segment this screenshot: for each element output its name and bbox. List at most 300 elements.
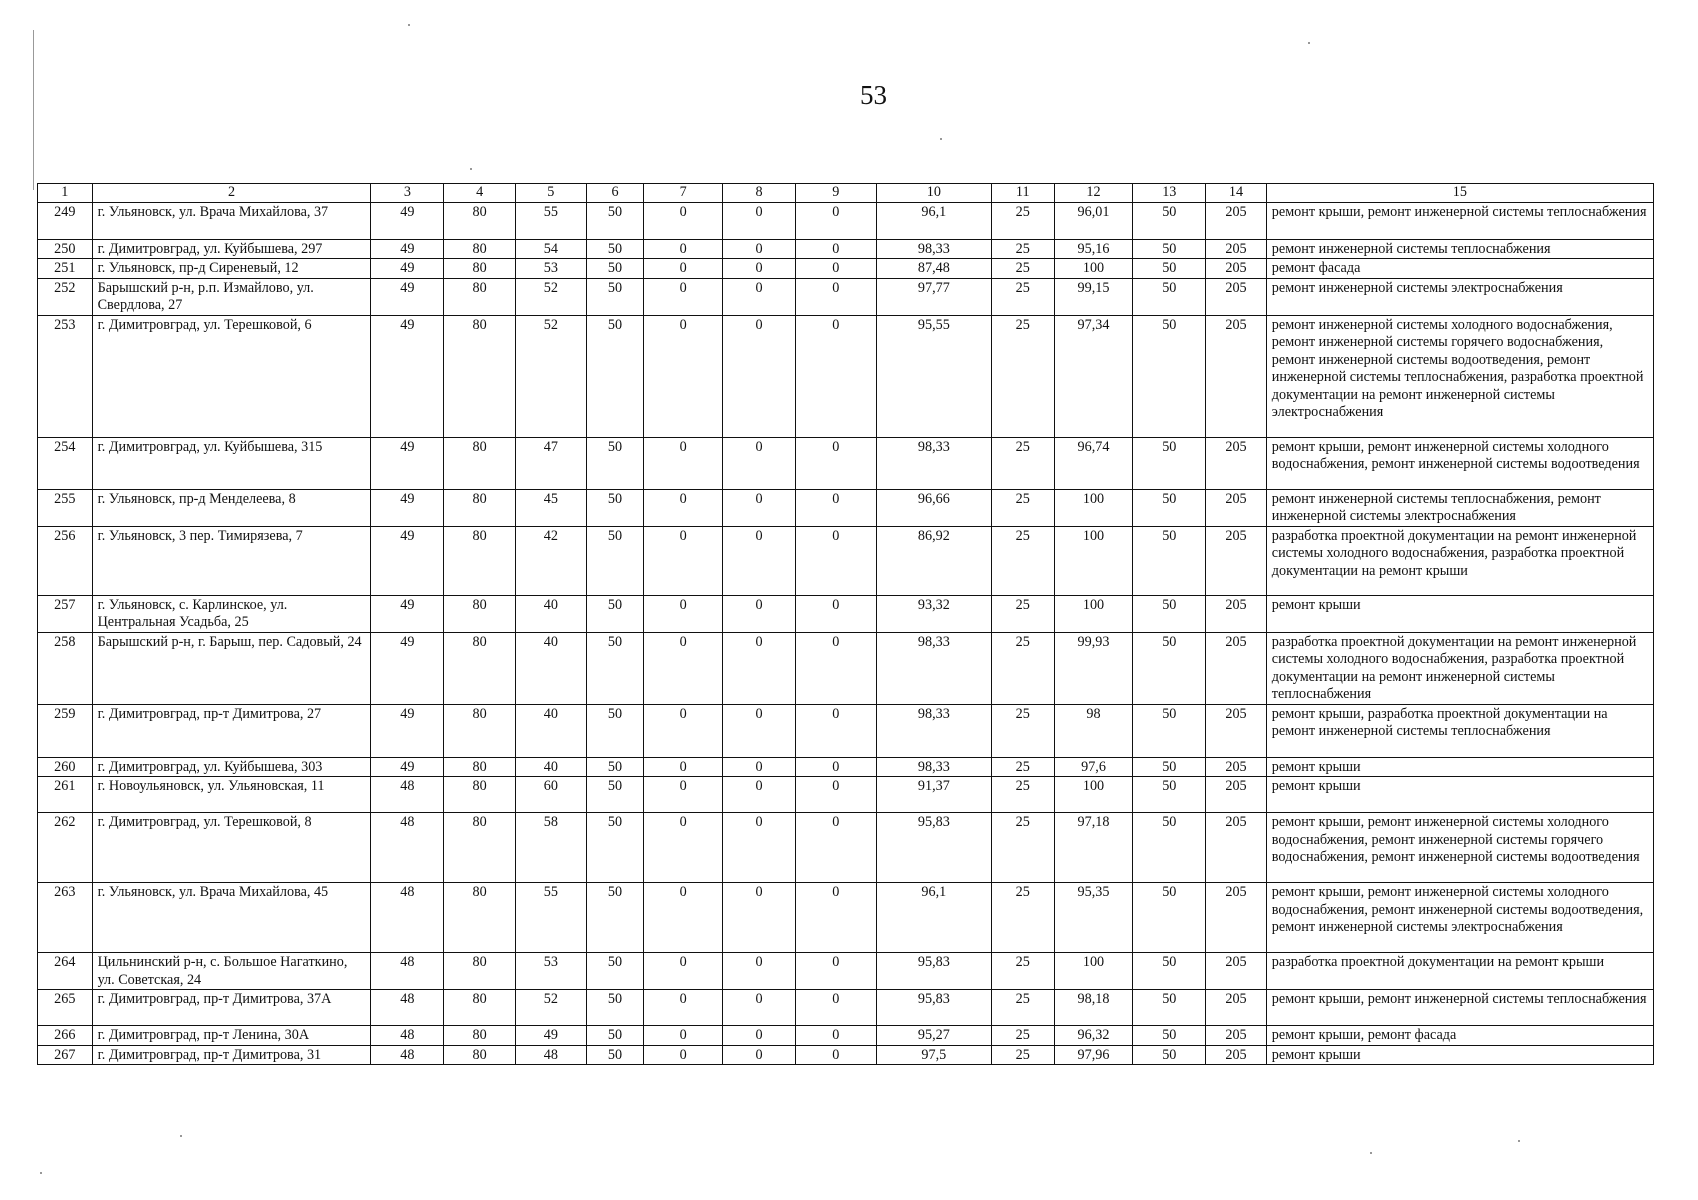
address: г. Ульяновск, с. Карлинское, ул. Центральная Усадьба, 25 [92,595,371,632]
value-col-9: 0 [795,883,876,953]
address: Барышский р-н, р.п. Измайлово, ул. Свердлова, 27 [92,278,371,315]
table-row [38,704,1654,757]
address: г. Димитровград, ул. Куйбышева, 303 [92,757,371,777]
value-col-14: 205 [1206,239,1267,259]
value-col-11: 25 [991,437,1054,489]
value-col-5: 47 [515,437,586,489]
value-col-9: 0 [795,813,876,883]
value-col-7: 0 [644,777,723,813]
column-header: 9 [795,184,876,203]
value-col-4: 80 [444,526,516,595]
scan-speck [180,1135,182,1137]
value-col-4: 80 [444,278,516,315]
scan-speck [1518,1140,1520,1142]
value-col-12: 96,32 [1054,1026,1133,1046]
value-col-13: 50 [1133,278,1206,315]
work-types: ремонт инженерной системы теплоснабжения, ремонт инженерной системы электроснабжения [1266,489,1653,526]
column-header: 11 [991,184,1054,203]
value-col-14: 205 [1206,953,1267,990]
value-col-5: 52 [515,315,586,437]
value-col-6: 50 [586,883,644,953]
value-col-9: 0 [795,990,876,1026]
row-number: 264 [38,953,93,990]
table-row [38,526,1654,595]
value-col-6: 50 [586,813,644,883]
value-col-14: 205 [1206,1026,1267,1046]
value-col-14: 205 [1206,315,1267,437]
row-number: 256 [38,526,93,595]
work-types: ремонт крыши [1266,1045,1653,1065]
value-col-10: 97,77 [876,278,991,315]
work-types: ремонт инженерной системы теплоснабжения [1266,239,1653,259]
work-types: ремонт крыши, ремонт инженерной системы холодного водоснабжения, ремонт инженерной системы горячего водоснабжения, ремонт инженерной системы водоотведения [1266,813,1653,883]
work-types: ремонт крыши [1266,595,1653,632]
table-row [38,1045,1654,1065]
value-col-13: 50 [1133,990,1206,1026]
value-col-7: 0 [644,1045,723,1065]
value-col-4: 80 [444,595,516,632]
column-header: 15 [1266,184,1653,203]
value-col-11: 25 [991,704,1054,757]
value-col-8: 0 [723,315,796,437]
value-col-12: 100 [1054,526,1133,595]
value-col-10: 98,33 [876,239,991,259]
value-col-8: 0 [723,813,796,883]
value-col-12: 95,16 [1054,239,1133,259]
column-header: 5 [515,184,586,203]
address: Цильнинский р-н, с. Большое Нагаткино, ул. Советская, 24 [92,953,371,990]
value-col-10: 98,33 [876,704,991,757]
column-header: 10 [876,184,991,203]
value-col-14: 205 [1206,259,1267,279]
value-col-7: 0 [644,489,723,526]
value-col-5: 55 [515,202,586,239]
value-col-12: 97,6 [1054,757,1133,777]
work-types: ремонт крыши [1266,777,1653,813]
value-col-3: 48 [371,883,444,953]
value-col-11: 25 [991,526,1054,595]
table-row [38,239,1654,259]
value-col-6: 50 [586,1045,644,1065]
value-col-7: 0 [644,278,723,315]
value-col-3: 48 [371,1026,444,1046]
work-types: ремонт крыши, ремонт инженерной системы теплоснабжения [1266,202,1653,239]
value-col-12: 100 [1054,489,1133,526]
value-col-10: 91,37 [876,777,991,813]
work-types: ремонт крыши, разработка проектной документации на ремонт инженерной системы теплоснабжения [1266,704,1653,757]
column-header: 13 [1133,184,1206,203]
value-col-3: 48 [371,777,444,813]
value-col-8: 0 [723,526,796,595]
value-col-9: 0 [795,595,876,632]
value-col-10: 93,32 [876,595,991,632]
value-col-9: 0 [795,278,876,315]
value-col-10: 98,33 [876,632,991,704]
value-col-5: 45 [515,489,586,526]
address: г. Ульяновск, пр-д Сиреневый, 12 [92,259,371,279]
value-col-11: 25 [991,489,1054,526]
column-header: 3 [371,184,444,203]
value-col-5: 54 [515,239,586,259]
value-col-4: 80 [444,1026,516,1046]
value-col-14: 205 [1206,990,1267,1026]
scan-speck [470,168,472,170]
value-col-11: 25 [991,1045,1054,1065]
value-col-9: 0 [795,239,876,259]
value-col-7: 0 [644,315,723,437]
value-col-13: 50 [1133,526,1206,595]
value-col-4: 80 [444,953,516,990]
value-col-13: 50 [1133,489,1206,526]
value-col-9: 0 [795,953,876,990]
column-header: 8 [723,184,796,203]
work-types: разработка проектной документации на ремонт инженерной системы холодного водоснабжения, разработка проектной документации на ремонт крыши [1266,526,1653,595]
row-number: 249 [38,202,93,239]
value-col-13: 50 [1133,757,1206,777]
value-col-8: 0 [723,704,796,757]
value-col-5: 40 [515,704,586,757]
row-number: 259 [38,704,93,757]
value-col-11: 25 [991,259,1054,279]
value-col-14: 205 [1206,632,1267,704]
value-col-11: 25 [991,595,1054,632]
value-col-13: 50 [1133,1045,1206,1065]
value-col-11: 25 [991,239,1054,259]
table-row [38,777,1654,813]
value-col-3: 49 [371,704,444,757]
value-col-7: 0 [644,953,723,990]
column-header: 7 [644,184,723,203]
value-col-6: 50 [586,777,644,813]
value-col-8: 0 [723,437,796,489]
value-col-14: 205 [1206,883,1267,953]
value-col-5: 60 [515,777,586,813]
value-col-7: 0 [644,1026,723,1046]
value-col-11: 25 [991,278,1054,315]
row-number: 261 [38,777,93,813]
table-row [38,632,1654,704]
row-number: 253 [38,315,93,437]
value-col-14: 205 [1206,777,1267,813]
repair-registry-table [37,183,1654,1065]
value-col-10: 96,66 [876,489,991,526]
table-row [38,757,1654,777]
value-col-3: 48 [371,953,444,990]
value-col-10: 86,92 [876,526,991,595]
value-col-12: 100 [1054,777,1133,813]
value-col-5: 40 [515,757,586,777]
address: г. Ульяновск, ул. Врача Михайлова, 37 [92,202,371,239]
value-col-3: 49 [371,595,444,632]
row-number: 258 [38,632,93,704]
work-types: разработка проектной документации на ремонт крыши [1266,953,1653,990]
value-col-4: 80 [444,239,516,259]
value-col-12: 99,93 [1054,632,1133,704]
value-col-8: 0 [723,953,796,990]
value-col-7: 0 [644,259,723,279]
column-header: 2 [92,184,371,203]
value-col-4: 80 [444,259,516,279]
value-col-6: 50 [586,278,644,315]
value-col-5: 53 [515,953,586,990]
value-col-3: 49 [371,632,444,704]
work-types: ремонт крыши [1266,757,1653,777]
table-row [38,813,1654,883]
value-col-8: 0 [723,1026,796,1046]
address: г. Новоульяновск, ул. Ульяновская, 11 [92,777,371,813]
value-col-13: 50 [1133,813,1206,883]
table-row [38,990,1654,1026]
value-col-12: 96,01 [1054,202,1133,239]
value-col-4: 80 [444,757,516,777]
value-col-9: 0 [795,526,876,595]
value-col-14: 205 [1206,757,1267,777]
value-col-5: 58 [515,813,586,883]
value-col-8: 0 [723,632,796,704]
table-row [38,259,1654,279]
column-number-row [38,184,1654,203]
value-col-14: 205 [1206,526,1267,595]
value-col-5: 48 [515,1045,586,1065]
value-col-7: 0 [644,757,723,777]
value-col-9: 0 [795,704,876,757]
value-col-6: 50 [586,202,644,239]
value-col-9: 0 [795,489,876,526]
row-number: 265 [38,990,93,1026]
value-col-10: 95,83 [876,953,991,990]
value-col-3: 49 [371,259,444,279]
value-col-10: 98,33 [876,437,991,489]
value-col-9: 0 [795,1026,876,1046]
value-col-10: 96,1 [876,202,991,239]
column-header: 4 [444,184,516,203]
value-col-9: 0 [795,315,876,437]
left-margin-line [33,30,34,190]
table-row [38,315,1654,437]
table-row [38,437,1654,489]
value-col-7: 0 [644,813,723,883]
value-col-8: 0 [723,278,796,315]
value-col-11: 25 [991,953,1054,990]
value-col-13: 50 [1133,239,1206,259]
value-col-11: 25 [991,202,1054,239]
table-row [38,883,1654,953]
value-col-11: 25 [991,990,1054,1026]
column-header: 1 [38,184,93,203]
value-col-4: 80 [444,813,516,883]
address: г. Ульяновск, пр-д Менделеева, 8 [92,489,371,526]
value-col-5: 52 [515,278,586,315]
address: г. Димитровград, ул. Терешковой, 8 [92,813,371,883]
table-row [38,489,1654,526]
value-col-4: 80 [444,437,516,489]
table-row [38,1026,1654,1046]
value-col-12: 97,96 [1054,1045,1133,1065]
value-col-5: 55 [515,883,586,953]
row-number: 260 [38,757,93,777]
value-col-8: 0 [723,1045,796,1065]
value-col-6: 50 [586,595,644,632]
value-col-10: 95,83 [876,813,991,883]
scan-speck [40,1172,42,1174]
work-types: разработка проектной документации на ремонт инженерной системы холодного водоснабжения, разработка проектной документации на ремонт инженерной системы теплоснабжения [1266,632,1653,704]
value-col-14: 205 [1206,595,1267,632]
value-col-4: 80 [444,489,516,526]
value-col-5: 42 [515,526,586,595]
value-col-12: 100 [1054,595,1133,632]
value-col-12: 97,18 [1054,813,1133,883]
value-col-6: 50 [586,259,644,279]
value-col-9: 0 [795,437,876,489]
work-types: ремонт крыши, ремонт инженерной системы холодного водоснабжения, ремонт инженерной системы водоотведения, ремонт инженерной системы электроснабжения [1266,883,1653,953]
column-header: 6 [586,184,644,203]
value-col-4: 80 [444,990,516,1026]
value-col-6: 50 [586,489,644,526]
value-col-9: 0 [795,259,876,279]
value-col-9: 0 [795,757,876,777]
value-col-14: 205 [1206,202,1267,239]
value-col-8: 0 [723,883,796,953]
value-col-10: 96,1 [876,883,991,953]
address: г. Ульяновск, 3 пер. Тимирязева, 7 [92,526,371,595]
value-col-6: 50 [586,1026,644,1046]
value-col-7: 0 [644,595,723,632]
value-col-10: 95,83 [876,990,991,1026]
value-col-10: 95,55 [876,315,991,437]
value-col-12: 100 [1054,953,1133,990]
value-col-14: 205 [1206,437,1267,489]
value-col-12: 99,15 [1054,278,1133,315]
value-col-3: 49 [371,489,444,526]
value-col-4: 80 [444,883,516,953]
value-col-4: 80 [444,202,516,239]
value-col-5: 40 [515,595,586,632]
value-col-14: 205 [1206,813,1267,883]
value-col-11: 25 [991,632,1054,704]
row-number: 255 [38,489,93,526]
row-number: 266 [38,1026,93,1046]
address: Барышский р-н, г. Барыш, пер. Садовый, 24 [92,632,371,704]
value-col-12: 96,74 [1054,437,1133,489]
value-col-7: 0 [644,202,723,239]
value-col-14: 205 [1206,704,1267,757]
value-col-3: 48 [371,990,444,1026]
row-number: 263 [38,883,93,953]
row-number: 257 [38,595,93,632]
value-col-10: 87,48 [876,259,991,279]
value-col-8: 0 [723,259,796,279]
value-col-9: 0 [795,202,876,239]
value-col-13: 50 [1133,953,1206,990]
value-col-6: 50 [586,953,644,990]
value-col-7: 0 [644,883,723,953]
value-col-4: 80 [444,632,516,704]
row-number: 262 [38,813,93,883]
value-col-7: 0 [644,990,723,1026]
row-number: 251 [38,259,93,279]
value-col-8: 0 [723,595,796,632]
scan-speck [408,24,410,26]
value-col-3: 49 [371,202,444,239]
value-col-3: 48 [371,1045,444,1065]
value-col-6: 50 [586,239,644,259]
value-col-8: 0 [723,757,796,777]
value-col-5: 40 [515,632,586,704]
value-col-7: 0 [644,239,723,259]
value-col-5: 52 [515,990,586,1026]
value-col-11: 25 [991,813,1054,883]
value-col-13: 50 [1133,632,1206,704]
value-col-12: 100 [1054,259,1133,279]
value-col-11: 25 [991,757,1054,777]
value-col-10: 95,27 [876,1026,991,1046]
value-col-5: 53 [515,259,586,279]
value-col-6: 50 [586,704,644,757]
scan-speck [940,138,942,140]
work-types: ремонт инженерной системы холодного водоснабжения, ремонт инженерной системы горячего водоснабжения, ремонт инженерной системы водоотведения, ремонт инженерной системы теплоснабжения, разработка проектной документации на ремонт инженерной системы электроснабжения [1266,315,1653,437]
value-col-8: 0 [723,202,796,239]
value-col-6: 50 [586,526,644,595]
value-col-4: 80 [444,704,516,757]
value-col-9: 0 [795,1045,876,1065]
value-col-5: 49 [515,1026,586,1046]
value-col-6: 50 [586,437,644,489]
column-header: 14 [1206,184,1267,203]
value-col-11: 25 [991,1026,1054,1046]
row-number: 267 [38,1045,93,1065]
scan-speck [1308,42,1310,44]
value-col-11: 25 [991,883,1054,953]
value-col-3: 49 [371,757,444,777]
value-col-4: 80 [444,1045,516,1065]
page-number: 53 [860,80,887,110]
value-col-3: 49 [371,239,444,259]
column-header: 12 [1054,184,1133,203]
value-col-3: 49 [371,526,444,595]
address: г. Димитровград, пр-т Ленина, 30А [92,1026,371,1046]
value-col-10: 98,33 [876,757,991,777]
value-col-3: 49 [371,437,444,489]
address: г. Димитровград, пр-т Димитрова, 37А [92,990,371,1026]
value-col-9: 0 [795,777,876,813]
table-row [38,202,1654,239]
value-col-14: 205 [1206,278,1267,315]
value-col-13: 50 [1133,315,1206,437]
value-col-7: 0 [644,526,723,595]
address: г. Димитровград, пр-т Димитрова, 31 [92,1045,371,1065]
value-col-9: 0 [795,632,876,704]
value-col-7: 0 [644,632,723,704]
work-types: ремонт фасада [1266,259,1653,279]
value-col-3: 49 [371,278,444,315]
address: г. Димитровград, пр-т Димитрова, 27 [92,704,371,757]
value-col-4: 80 [444,315,516,437]
value-col-8: 0 [723,777,796,813]
value-col-8: 0 [723,489,796,526]
table-row [38,595,1654,632]
value-col-13: 50 [1133,595,1206,632]
value-col-13: 50 [1133,259,1206,279]
value-col-13: 50 [1133,202,1206,239]
value-col-13: 50 [1133,777,1206,813]
value-col-13: 50 [1133,704,1206,757]
value-col-6: 50 [586,757,644,777]
value-col-14: 205 [1206,489,1267,526]
value-col-12: 97,34 [1054,315,1133,437]
value-col-13: 50 [1133,1026,1206,1046]
value-col-7: 0 [644,437,723,489]
value-col-8: 0 [723,239,796,259]
